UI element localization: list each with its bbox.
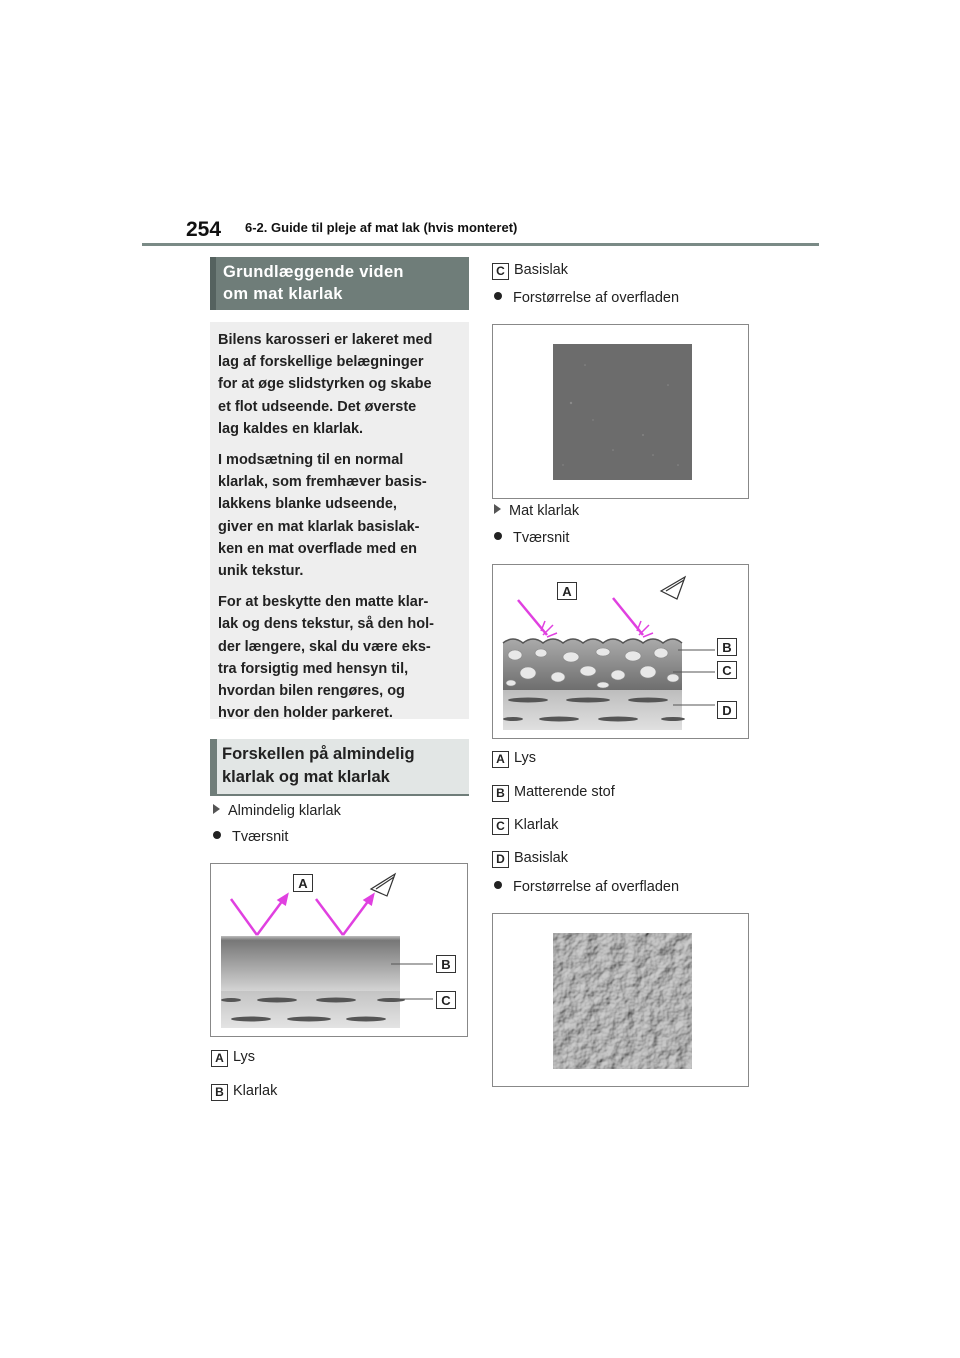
figure-label-b: B xyxy=(717,638,737,656)
legend-tag: B xyxy=(211,1084,228,1101)
bullet-dot-icon xyxy=(494,292,502,300)
matte-title xyxy=(494,503,579,519)
matte-light-rays xyxy=(518,598,643,635)
legend-item xyxy=(211,1083,277,1101)
page-number: 254 xyxy=(186,218,222,241)
text-line: lag kaldes en klarlak. xyxy=(218,420,364,437)
eye-icon xyxy=(661,577,685,599)
matte-title-text: Mat klarlak xyxy=(509,503,580,519)
intro-paragraph xyxy=(218,591,461,724)
figure-label-a: A xyxy=(557,582,577,600)
text-line: unik tekstur. xyxy=(218,563,304,580)
bullet-dot-icon xyxy=(494,532,502,540)
cross-section-text: Tværsnit xyxy=(513,530,570,546)
figure-label-b: B xyxy=(436,955,456,973)
normal-cross-section-illustration xyxy=(211,864,467,1036)
legend-tag: A xyxy=(211,1050,228,1067)
normal-cross-section xyxy=(213,829,288,845)
normal-title xyxy=(213,803,341,819)
legend-tag: C xyxy=(492,818,509,835)
smooth-surface-photo xyxy=(493,325,748,498)
heading-basic-knowledge xyxy=(210,257,469,310)
legend-item xyxy=(492,784,615,802)
text-line: ken en mat overflade med en xyxy=(218,540,418,557)
magnification-text: Forstørrelse af overfladen xyxy=(513,879,680,895)
matte-cross-section-illustration xyxy=(493,565,748,738)
triangle-bullet-icon xyxy=(494,504,501,514)
legend-item xyxy=(492,817,558,835)
legend-text: Lys xyxy=(233,1049,256,1065)
bullet-dot-icon xyxy=(213,831,221,839)
base-coat-layer xyxy=(221,991,400,1028)
legend-text: Klarlak xyxy=(514,817,559,833)
heading-accent-bar xyxy=(210,739,217,796)
heading-line: Forskellen på almindelig xyxy=(222,745,415,763)
text-line: lakkens blanke udseende, xyxy=(218,496,397,513)
text-line: lak og dens tekstur, så den hol- xyxy=(218,616,434,633)
normal-magnification xyxy=(494,290,679,306)
text-line: hvor den holder parkeret. xyxy=(218,705,393,722)
figure-matte-surface xyxy=(492,913,749,1087)
legend-text: Basislak xyxy=(514,850,568,866)
legend-tag: D xyxy=(492,851,509,868)
text-line: tra forsigtig med hensyn til, xyxy=(218,660,409,677)
heading-line: om mat klarlak xyxy=(223,285,343,303)
legend-item xyxy=(211,1049,255,1067)
figure-matte-cross-section xyxy=(492,564,749,739)
legend-text: Matterende stof xyxy=(514,784,615,800)
text-line: hvordan bilen rengøres, og xyxy=(218,683,405,700)
figure-label-a: A xyxy=(293,874,313,892)
normal-title-text: Almindelig klarlak xyxy=(228,803,341,819)
heading-line: Grundlæggende viden xyxy=(223,263,404,281)
figure-label-c: C xyxy=(717,661,737,679)
figure-normal-cross-section xyxy=(210,863,468,1037)
legend-tag: B xyxy=(492,785,509,802)
heading-accent-bar xyxy=(210,257,216,310)
legend-text: Lys xyxy=(514,750,537,766)
light-rays xyxy=(231,895,373,935)
figure-normal-surface xyxy=(492,324,749,499)
scatter-arrows xyxy=(541,621,653,637)
matte-layer xyxy=(503,639,682,690)
figure-label-c: C xyxy=(436,991,456,1009)
heading-difference xyxy=(210,739,469,796)
matte-magnification xyxy=(494,879,679,895)
rough-surface-photo xyxy=(493,914,748,1086)
text-line: Bilens karosseri er lakeret med xyxy=(218,332,433,348)
section-title: 6-2. Guide til pleje af mat lak (hvis monteret) xyxy=(245,220,518,235)
text-line: der længere, skal du være eks- xyxy=(218,638,431,655)
triangle-bullet-icon xyxy=(213,804,220,814)
matte-base-coat-layer xyxy=(503,690,682,730)
matte-cross-section xyxy=(494,530,569,546)
text-line: et flot udseende. Det øverste xyxy=(218,398,417,415)
legend-text: Basislak xyxy=(514,262,568,278)
intro-box xyxy=(210,322,469,722)
text-line: klarlak, som fremhæver basis- xyxy=(218,474,427,491)
legend-item xyxy=(492,750,536,768)
heading-line: klarlak og mat klarlak xyxy=(222,768,390,786)
intro-paragraph xyxy=(218,329,461,440)
legend-item xyxy=(492,262,568,280)
text-line: lag af forskellige belægninger xyxy=(218,354,424,371)
heading-underline xyxy=(210,794,469,796)
magnification-text: Forstørrelse af overfladen xyxy=(513,290,680,306)
legend-text: Klarlak xyxy=(233,1083,278,1099)
header-divider xyxy=(142,243,819,246)
legend-tag: A xyxy=(492,751,509,768)
text-line: I modsætning til en normal xyxy=(218,452,404,469)
text-line: giver en mat klarlak basislak- xyxy=(218,518,420,535)
legend-item xyxy=(492,850,568,868)
intro-paragraph xyxy=(218,449,461,582)
text-line: for at øge slidstyrken og skabe xyxy=(218,376,432,393)
legend-tag: C xyxy=(492,263,509,280)
clear-coat-layer xyxy=(221,936,400,991)
text-line: For at beskytte den matte klar- xyxy=(218,594,429,611)
bullet-dot-icon xyxy=(494,881,502,889)
cross-section-text: Tværsnit xyxy=(232,829,289,845)
figure-label-d: D xyxy=(717,701,737,719)
